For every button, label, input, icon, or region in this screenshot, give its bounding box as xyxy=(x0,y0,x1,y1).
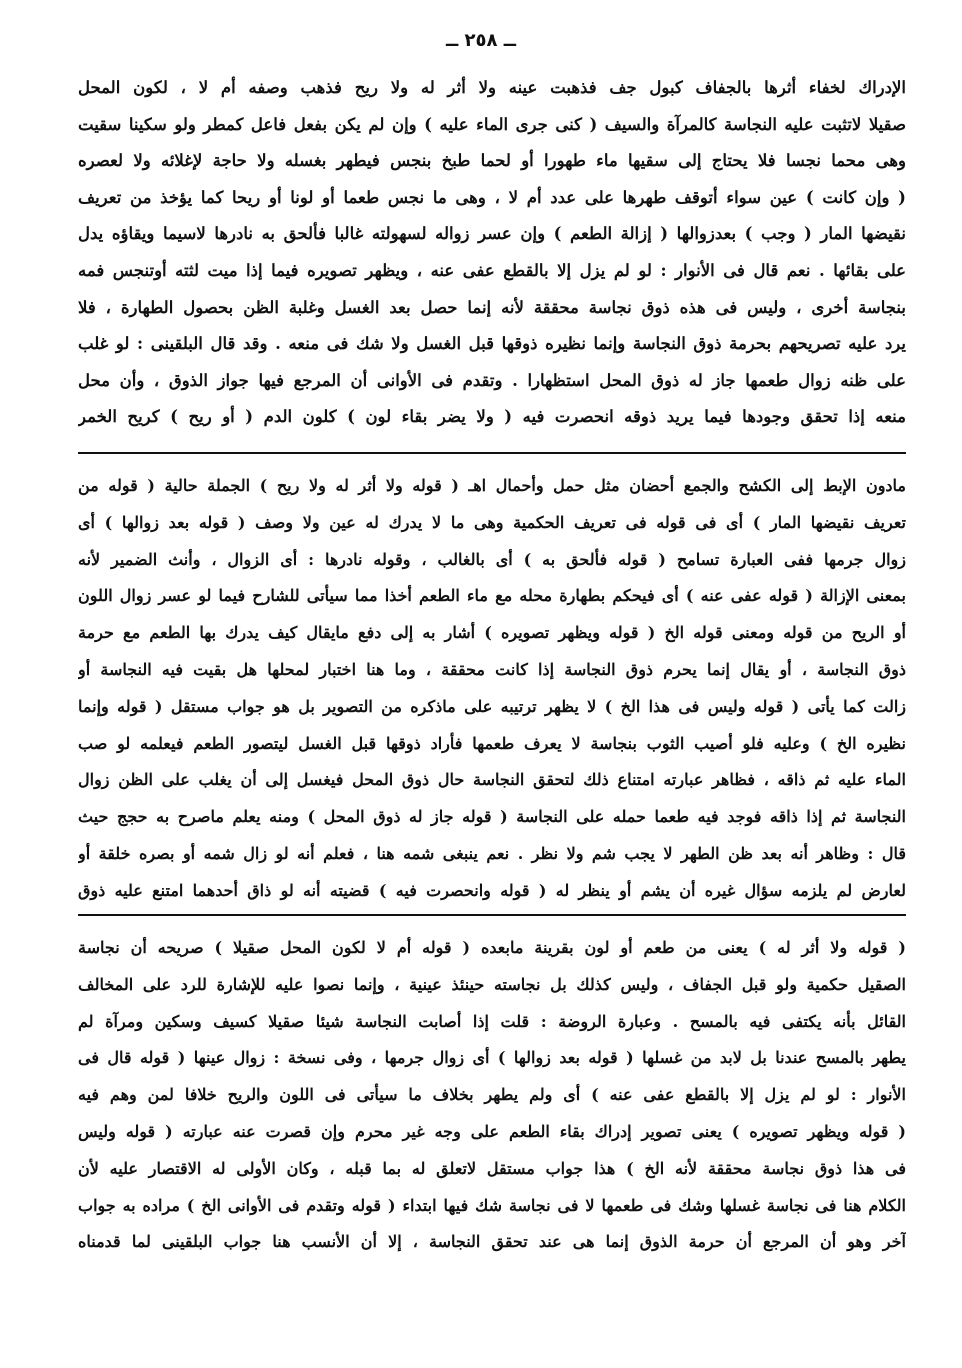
section-divider xyxy=(78,452,906,454)
main-text-line: على ظنه زوال طعمها جاز له ذوق المحل استظهارا . وتقدم فى الأوانى أن المرجع فيها جواز الذوق ، وأن محل xyxy=(78,370,906,390)
commentary-first xyxy=(78,468,906,910)
commentary-line: الماء عليه ثم ذاقه ، فظاهر عبارته امتناع ذلك لتحقق النجاسة حال ذوق المحل فيغسل إلى أن يغلب على الظن زوال xyxy=(78,770,906,790)
main-text-line: نقيضها المار ( وجب ) بعدزوالها ( إزالة الطعم ) وإن عسر زواله لسهولته غالبا فألحق به نادرها لاسيما ويقاؤه يدل xyxy=(78,224,906,244)
commentary-line: ( قوله ويظهر تصويره ) يعنى تصوير إدراك بقاء الطعم على وجه غير محرم وإن قصرت عنه عبارته ( قوله وليس xyxy=(78,1121,906,1141)
main-text-line: الإدراك لخفاء أثرها بالجفاف كبول جف فذهبت عينه ولا أثر له ولا ريح فذهب وصفه أم لا ، لكون المحل xyxy=(78,78,906,97)
main-text-line: وهى محما نجسا فلا يحتاج إلى سقيها ماء طهورا أو لحما طبخ بنجس فيطهر بغسله ولا حاجة لإغلائه ولا لعصره xyxy=(78,151,906,171)
main-text-line: صقيلا لاتثبت عليه النجاسة كالمرآة والسيف ( كنى جرى الماء عليه ) وإن لم يكن بفعل فاعل كمطر ولو سكينا سقيت xyxy=(78,114,906,134)
section-divider xyxy=(78,914,906,916)
commentary-line: الصقيل حكمية ولو قبل الجفاف ، وليس كذلك بل نجاسته حينئذ عينية ، وإنما نصوا عليه للإشارة للرد على المخالف xyxy=(78,974,906,994)
commentary-line: زوال جرمها ففى العبارة تسامح ( قوله فألحق به ) أى بالغالب ، وقوله نادرها : أى الزوال ، وأنث الضمير لأنه xyxy=(78,549,906,569)
commentary-line: آخر وهو أن المرجع أن حرمة الذوق إنما هى عند تحقق النجاسة ، إلا أن الأنسب هنا جواب البلقينى لما قدمناه xyxy=(78,1232,906,1252)
main-text-line: على بقائها . نعم قال فى الأنوار : لو لم يزل إلا بالقطع عفى عنه ، ويظهر تصويره فيما إذا ميت لثته أوتنجس فمه xyxy=(78,260,906,280)
commentary-line: نظيره الخ ) وعليه فلو أصيب الثوب بنجاسة لا يعرف طعمها فأراد ذوقها قبل الغسل ليتصور الطعم فيعلمه لو صب xyxy=(78,733,906,753)
commentary-line: بمعنى الإزالة ( قوله عفى عنه ) أى فيحكم بطهارة محله مع ماء الطعم أخذا مما سيأتى للشارح فيما لو عسر زوال اللون xyxy=(78,586,906,606)
commentary-line: فى هذا ذوق نجاسة محققة لأنه الخ ) هذا جواب مستقل لاتعلق له بما قبله ، وكان الأولى له الاقتصار عليه لأن xyxy=(78,1158,906,1178)
main-text-line: يرد عليه تصريحهم بحرمة ذوق النجاسة وإنما نظيره ذوقها قبل الغسل ولا شك فى منعه . وقد قال البلقينى : لو غلب xyxy=(78,334,906,354)
commentary-line: قال : وظاهر أنه بعد ظن الطهر لا يجب شم ولا نظر . نعم ينبغى شمه هنا ، فعلم أنه لو زال شمه أو بصره خلقة أو xyxy=(78,843,906,863)
commentary-line: النجاسة ثم إذا ذاقه فوجد فيه طعما حمله على النجاسة ( قوله جاز له ذوق المحل ) ومنه يعلم ماصرح به حجج حيث xyxy=(78,807,906,827)
main-text xyxy=(78,70,906,436)
commentary-second xyxy=(78,930,906,1261)
main-text-line: ( وإن كانت ) عين سواء أتوقف طهرها على عدد أم لا ، وهى ما نجس طعما أو لونا أو ريحا كما يؤخذ من تعريف xyxy=(78,187,906,207)
commentary-line: لعارض لم يلزمه سؤال غيره أن يشم أو ينظر له ( قوله وانحصرت فيه ) قضيته أنه لو ذاق أحدهما امتنع عليه ذوق xyxy=(78,880,906,900)
commentary-line: زالت كما يأتى ( قوله وليس فى هذا الخ ) لا يظهر ترتيبه على ماذكره من التصوير بل هو جواب مستقل ( قوله وإنما xyxy=(78,696,906,716)
commentary-line: الكلام هنا فى نجاسة غسلها وشك فى طعمها لا فى نجاسة شك فيها ابتداء ( قوله وتقدم فى الأوانى الخ ) مراده به جواب xyxy=(78,1195,906,1215)
commentary-line: ذوق النجاسة ، أو يقال إنما يحرم ذوق النجاسة إذا كانت محققة ، وما هنا اختبار لمحلها هل بقيت فيه النجاسة أو xyxy=(78,659,906,679)
main-text-line: منعه إذا تحقق وجودها فيما يريد ذوقه انحصرت فيه ( ولا يضر بقاء لون ) كلون الدم ( أو ريح ) كريح الخمر xyxy=(78,407,906,427)
commentary-line: الأنوار : لو لم يزل إلا بالقطع عفى عنه ) أى ولم يطهر بخلاف ما سيأتى فى اللون والريح خلافا لمن وهم فيه xyxy=(78,1085,906,1105)
commentary-line: يطهر بالمسح عندنا بل لابد من غسلها ( قوله بعد زوالها ) أى زوال جرمها ، وفى نسخة : زوال عينها ( قوله قال فى xyxy=(78,1048,906,1068)
page-number: ــ ٢٥٨ ــ xyxy=(445,30,517,51)
commentary-line: أو الريح من قوله ومعنى قوله الخ ( قوله ويظهر تصويره ) أشار به إلى دفع مايقال كيف يدرك بها الطعم مع حرمة xyxy=(78,623,906,643)
commentary-line: تعريف نقيضها المار ) أى فى قوله فى تعريف الحكمية وهى ما لا يدرك له عين ولا وصف ( قوله بعد زوالها ) أى xyxy=(78,512,906,532)
main-text-line: بنجاسة أخرى ، وليس فى هذه ذوق نجاسة محققة لأنه إنما حصل بعد الغسل وغلبة الظن بحصول الطهارة ، فلا xyxy=(78,297,906,317)
commentary-line: القائل بأنه يكتفى فيه بالمسح . وعبارة الروضة : قلت إذا أصابت النجاسة شيئا صقيلا كسيف وسكين ومرآة لم xyxy=(78,1011,906,1031)
commentary-line: مادون الإبط إلى الكشح والجمع أحضان مثل حمل وأحمال اهـ ( قوله ولا أثر له ولا ريح ) الجملة حالية ( قوله من xyxy=(78,476,906,495)
commentary-line: ( قوله ولا أثر له ) يعنى من طعم أو لون بقرينة مابعده ( قوله أم لا لكون المحل صقيلا ) صريحه أن نجاسة xyxy=(78,938,906,957)
